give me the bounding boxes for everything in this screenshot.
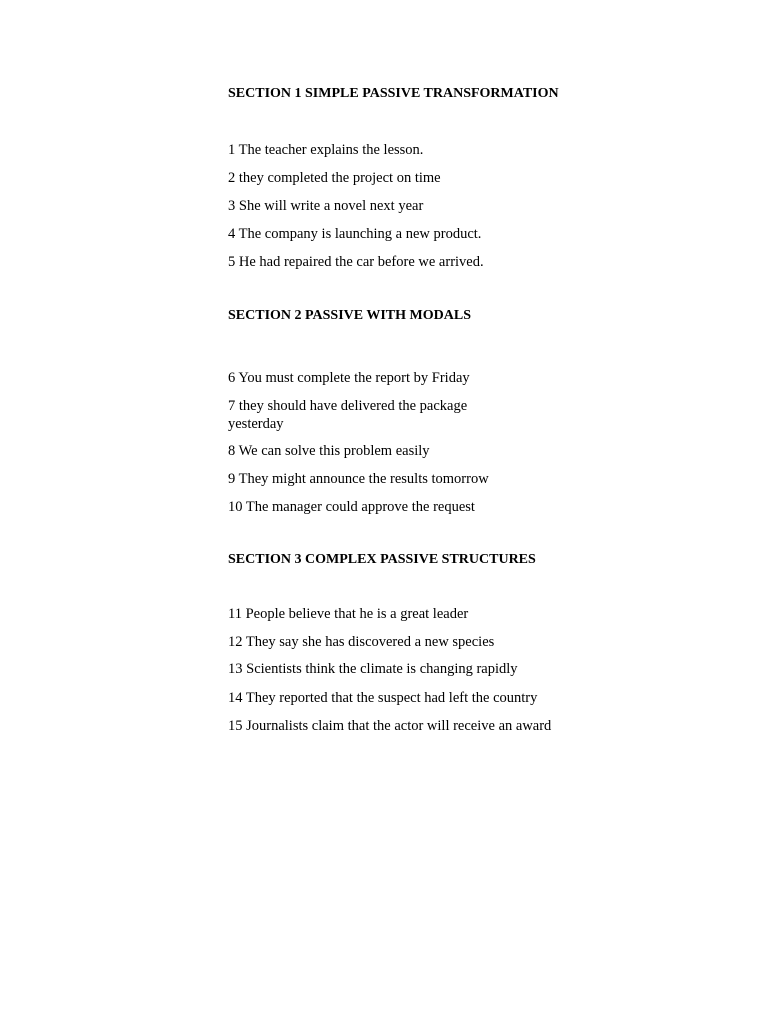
exercise-item-5: 5 He had repaired the car before we arrived. [228, 254, 484, 270]
section-1-heading: SECTION 1 SIMPLE PASSIVE TRANSFORMATION [228, 86, 559, 101]
exercise-item-11: 11 People believe that he is a great leader [228, 606, 469, 622]
section-2-heading: SECTION 2 PASSIVE WITH MODALS [228, 308, 471, 323]
exercise-item-10: 10 The manager could approve the request [228, 499, 475, 515]
exercise-item-8: 8 We can solve this problem easily [228, 443, 430, 459]
exercise-item-9: 9 They might announce the results tomorrow [228, 471, 489, 487]
exercise-item-7: 7 they should have delivered the package yesterday [228, 398, 468, 432]
section-3-heading: SECTION 3 COMPLEX PASSIVE STRUCTURES [228, 552, 536, 567]
exercise-item-3: 3 She will write a novel next year [228, 198, 424, 214]
exercise-item-13: 13 Scientists think the climate is changing rapidly [228, 661, 518, 677]
exercise-item-14: 14 They reported that the suspect had left the country [228, 690, 538, 706]
exercise-item-15: 15 Journalists claim that the actor will receive an award [228, 718, 552, 734]
exercise-item-6: 6 You must complete the report by Friday [228, 370, 470, 386]
exercise-item-1: 1 The teacher explains the lesson. [228, 142, 424, 158]
exercise-item-2: 2 they completed the project on time [228, 170, 441, 186]
exercise-item-12: 12 They say she has discovered a new species [228, 634, 495, 650]
exercise-item-4: 4 The company is launching a new product. [228, 226, 482, 242]
